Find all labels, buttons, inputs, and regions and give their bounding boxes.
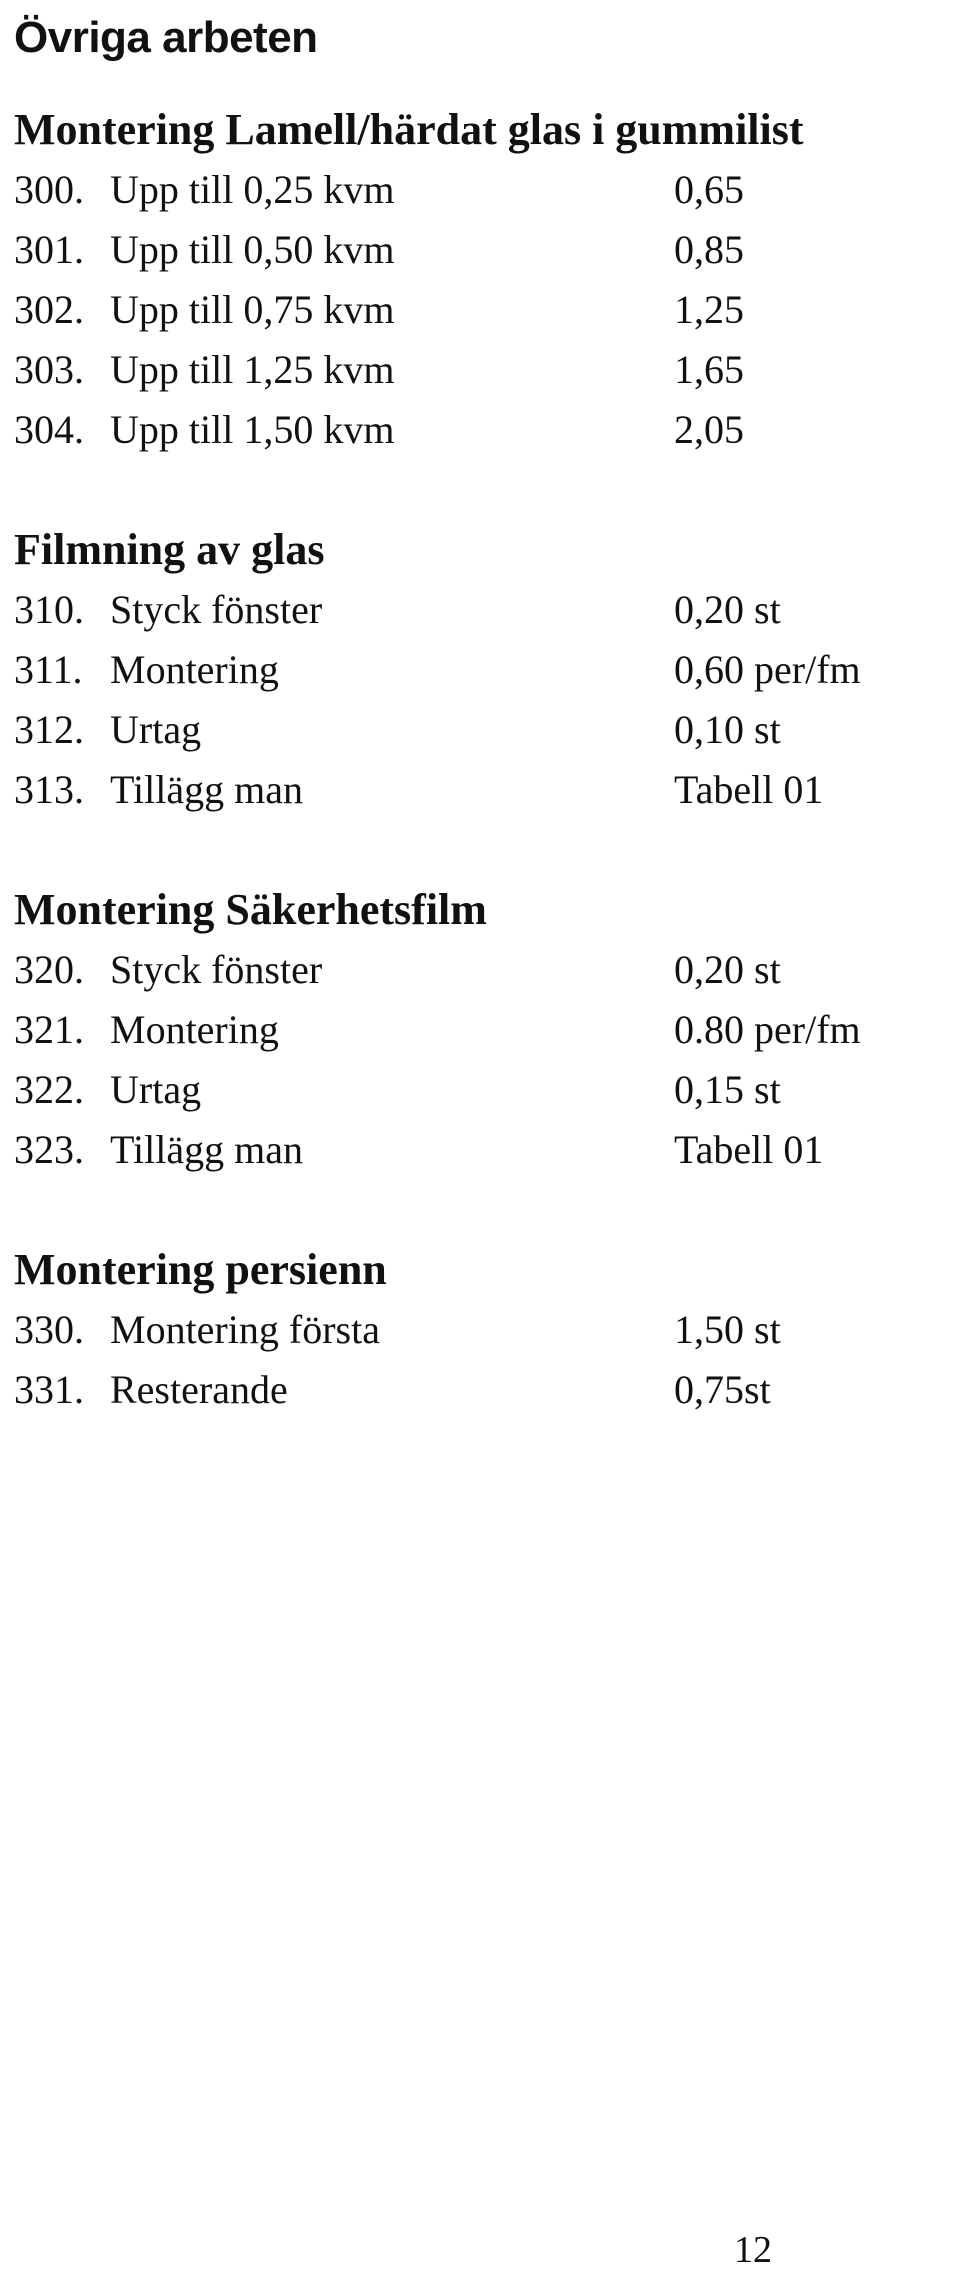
item-value: 0,20 st xyxy=(674,587,781,632)
item-number: 311. xyxy=(14,647,83,692)
section-title: Filmning av glas xyxy=(14,525,325,574)
price-row xyxy=(14,640,944,700)
price-row xyxy=(14,1360,944,1420)
item-label: Tillägg man xyxy=(110,1127,303,1172)
price-row xyxy=(14,280,944,340)
item-number: 304. xyxy=(14,407,84,452)
item-value: 1,65 xyxy=(674,347,744,392)
item-value: Tabell 01 xyxy=(674,767,824,812)
item-value: 1,25 xyxy=(674,287,744,332)
section-filmning-av-glas xyxy=(14,520,944,820)
item-label: Styck fönster xyxy=(110,947,323,992)
item-label: Montering xyxy=(110,647,279,692)
item-number: 330. xyxy=(14,1307,84,1352)
item-label: Upp till 0,50 kvm xyxy=(110,227,395,272)
item-value: 0,15 st xyxy=(674,1067,781,1112)
item-label: Styck fönster xyxy=(110,587,323,632)
item-number: 331. xyxy=(14,1367,84,1412)
price-row xyxy=(14,1000,944,1060)
item-label: Upp till 1,50 kvm xyxy=(110,407,395,452)
item-number: 321. xyxy=(14,1007,84,1052)
item-label: Montering xyxy=(110,1007,279,1052)
section-lamell-glas xyxy=(14,100,944,460)
item-value: 0.80 per/fm xyxy=(674,1007,861,1052)
item-label: Resterande xyxy=(110,1367,288,1412)
item-value: 0,75st xyxy=(674,1367,771,1412)
price-row xyxy=(14,700,944,760)
item-number: 312. xyxy=(14,707,84,752)
item-number: 301. xyxy=(14,227,84,272)
item-label: Urtag xyxy=(110,707,202,752)
price-row xyxy=(14,940,944,1000)
item-number: 320. xyxy=(14,947,84,992)
item-value: 0,20 st xyxy=(674,947,781,992)
item-number: 303. xyxy=(14,347,84,392)
price-row xyxy=(14,760,944,820)
price-row xyxy=(14,160,944,220)
item-number: 313. xyxy=(14,767,84,812)
item-number: 322. xyxy=(14,1067,84,1112)
item-label: Upp till 0,25 kvm xyxy=(110,167,395,212)
item-value: 0,85 xyxy=(674,227,744,272)
item-number: 310. xyxy=(14,587,84,632)
item-value: 0,60 per/fm xyxy=(674,647,861,692)
item-number: 302. xyxy=(14,287,84,332)
item-value: 2,05 xyxy=(674,407,744,452)
item-value: Tabell 01 xyxy=(674,1127,824,1172)
price-row xyxy=(14,1060,944,1120)
section-title: Montering persienn xyxy=(14,1245,387,1294)
price-row xyxy=(14,1120,944,1180)
item-number: 323. xyxy=(14,1127,84,1172)
section-sakerhetsfilm xyxy=(14,880,944,1180)
price-row xyxy=(14,400,944,460)
item-value: 0,10 st xyxy=(674,707,781,752)
price-row xyxy=(14,340,944,400)
item-label: Montering första xyxy=(110,1307,380,1352)
item-value: 0,65 xyxy=(674,167,744,212)
section-title: Montering Säkerhetsfilm xyxy=(14,885,487,934)
item-label: Tillägg man xyxy=(110,767,303,812)
page-number: 12 xyxy=(734,2229,772,2271)
price-row xyxy=(14,580,944,640)
section-persienn xyxy=(14,1240,944,1420)
section-title: Montering Lamell/härdat glas i gummilist xyxy=(14,105,804,154)
price-row xyxy=(14,1300,944,1360)
page-heading: Övriga arbeten xyxy=(14,13,318,62)
price-row xyxy=(14,220,944,280)
item-label: Upp till 0,75 kvm xyxy=(110,287,395,332)
item-value: 1,50 st xyxy=(674,1307,781,1352)
item-label: Upp till 1,25 kvm xyxy=(110,347,395,392)
item-label: Urtag xyxy=(110,1067,202,1112)
item-number: 300. xyxy=(14,167,84,212)
